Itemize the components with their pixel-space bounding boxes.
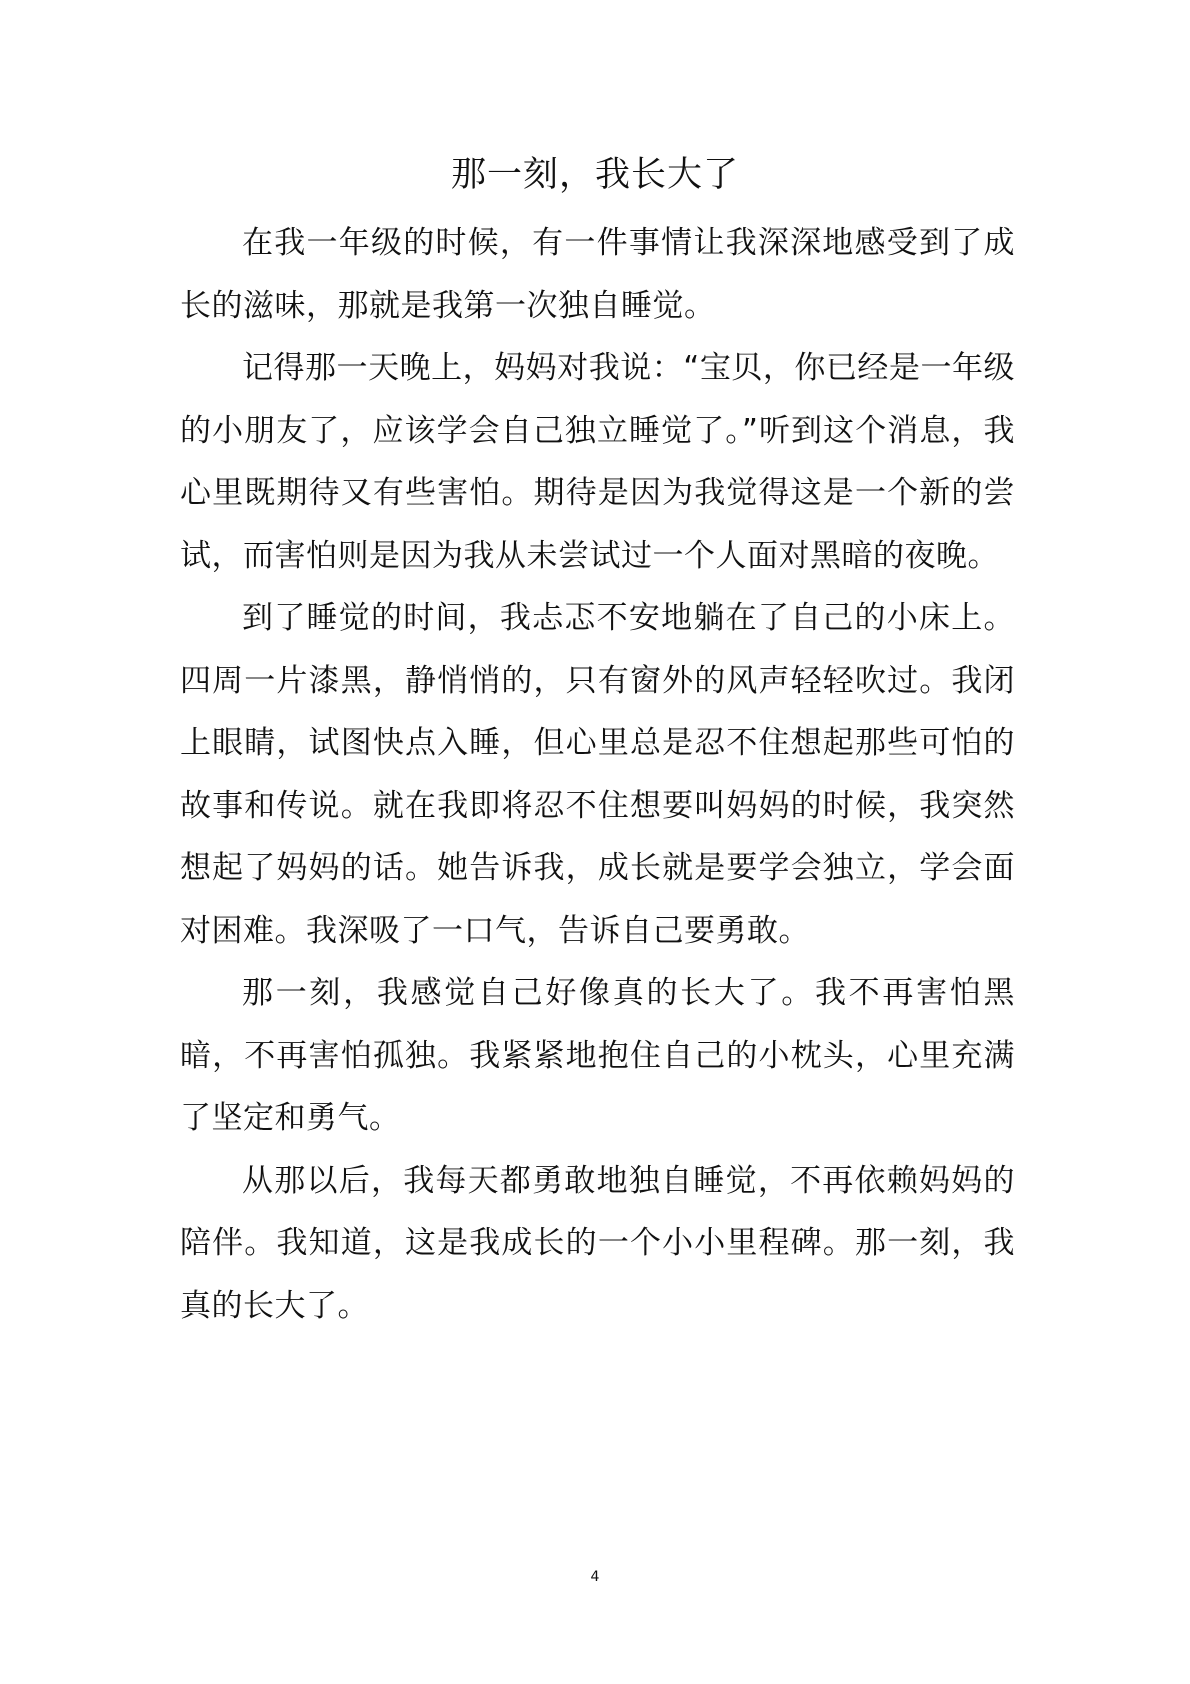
- document-title: 那一刻，我长大了: [450, 155, 739, 195]
- document-body: [180, 212, 1015, 1337]
- paragraph-1: 在我一年级的时候，有一件事情让我深深地感受到了成长的滋味，那就是我第一次独自睡觉。: [180, 225, 1015, 324]
- paragraph-4: 那一刻，我感觉自己好像真的长大了。我不再害怕黑暗，不再害怕孤独。我紧紧地抱住自己的小枕头，心里充满了坚定和勇气。: [180, 975, 1015, 1136]
- page-number: 4: [590, 1569, 600, 1585]
- paragraph-3: 到了睡觉的时间，我忐忑不安地躺在了自己的小床上。四周一片漆黑，静悄悄的，只有窗外的风声轻轻吹过。我闭上眼睛，试图快点入睡，但心里总是忍不住想起那些可怕的故事和传说。就在我即将忍不住想要叫妈妈的时候，我突然想起了妈妈的话。她告诉我，成长就是要学会独立，学会面对困难。我深吸了一口气，告诉自己要勇敢。: [180, 600, 1015, 949]
- paragraph-5: 从那以后，我每天都勇敢地独自睡觉，不再依赖妈妈的陪伴。我知道，这是我成长的一个小小里程碑。那一刻，我真的长大了。: [180, 1162, 1015, 1324]
- paragraph-2: 记得那一天晚上，妈妈对我说：“宝贝，你已经是一年级的小朋友了，应该学会自己独立睡觉了。”听到这个消息，我心里既期待又有些害怕。期待是因为我觉得这是一个新的尝试，而害怕则是因为我从未尝试过一个人面对黑暗的夜晚。: [180, 350, 1015, 574]
